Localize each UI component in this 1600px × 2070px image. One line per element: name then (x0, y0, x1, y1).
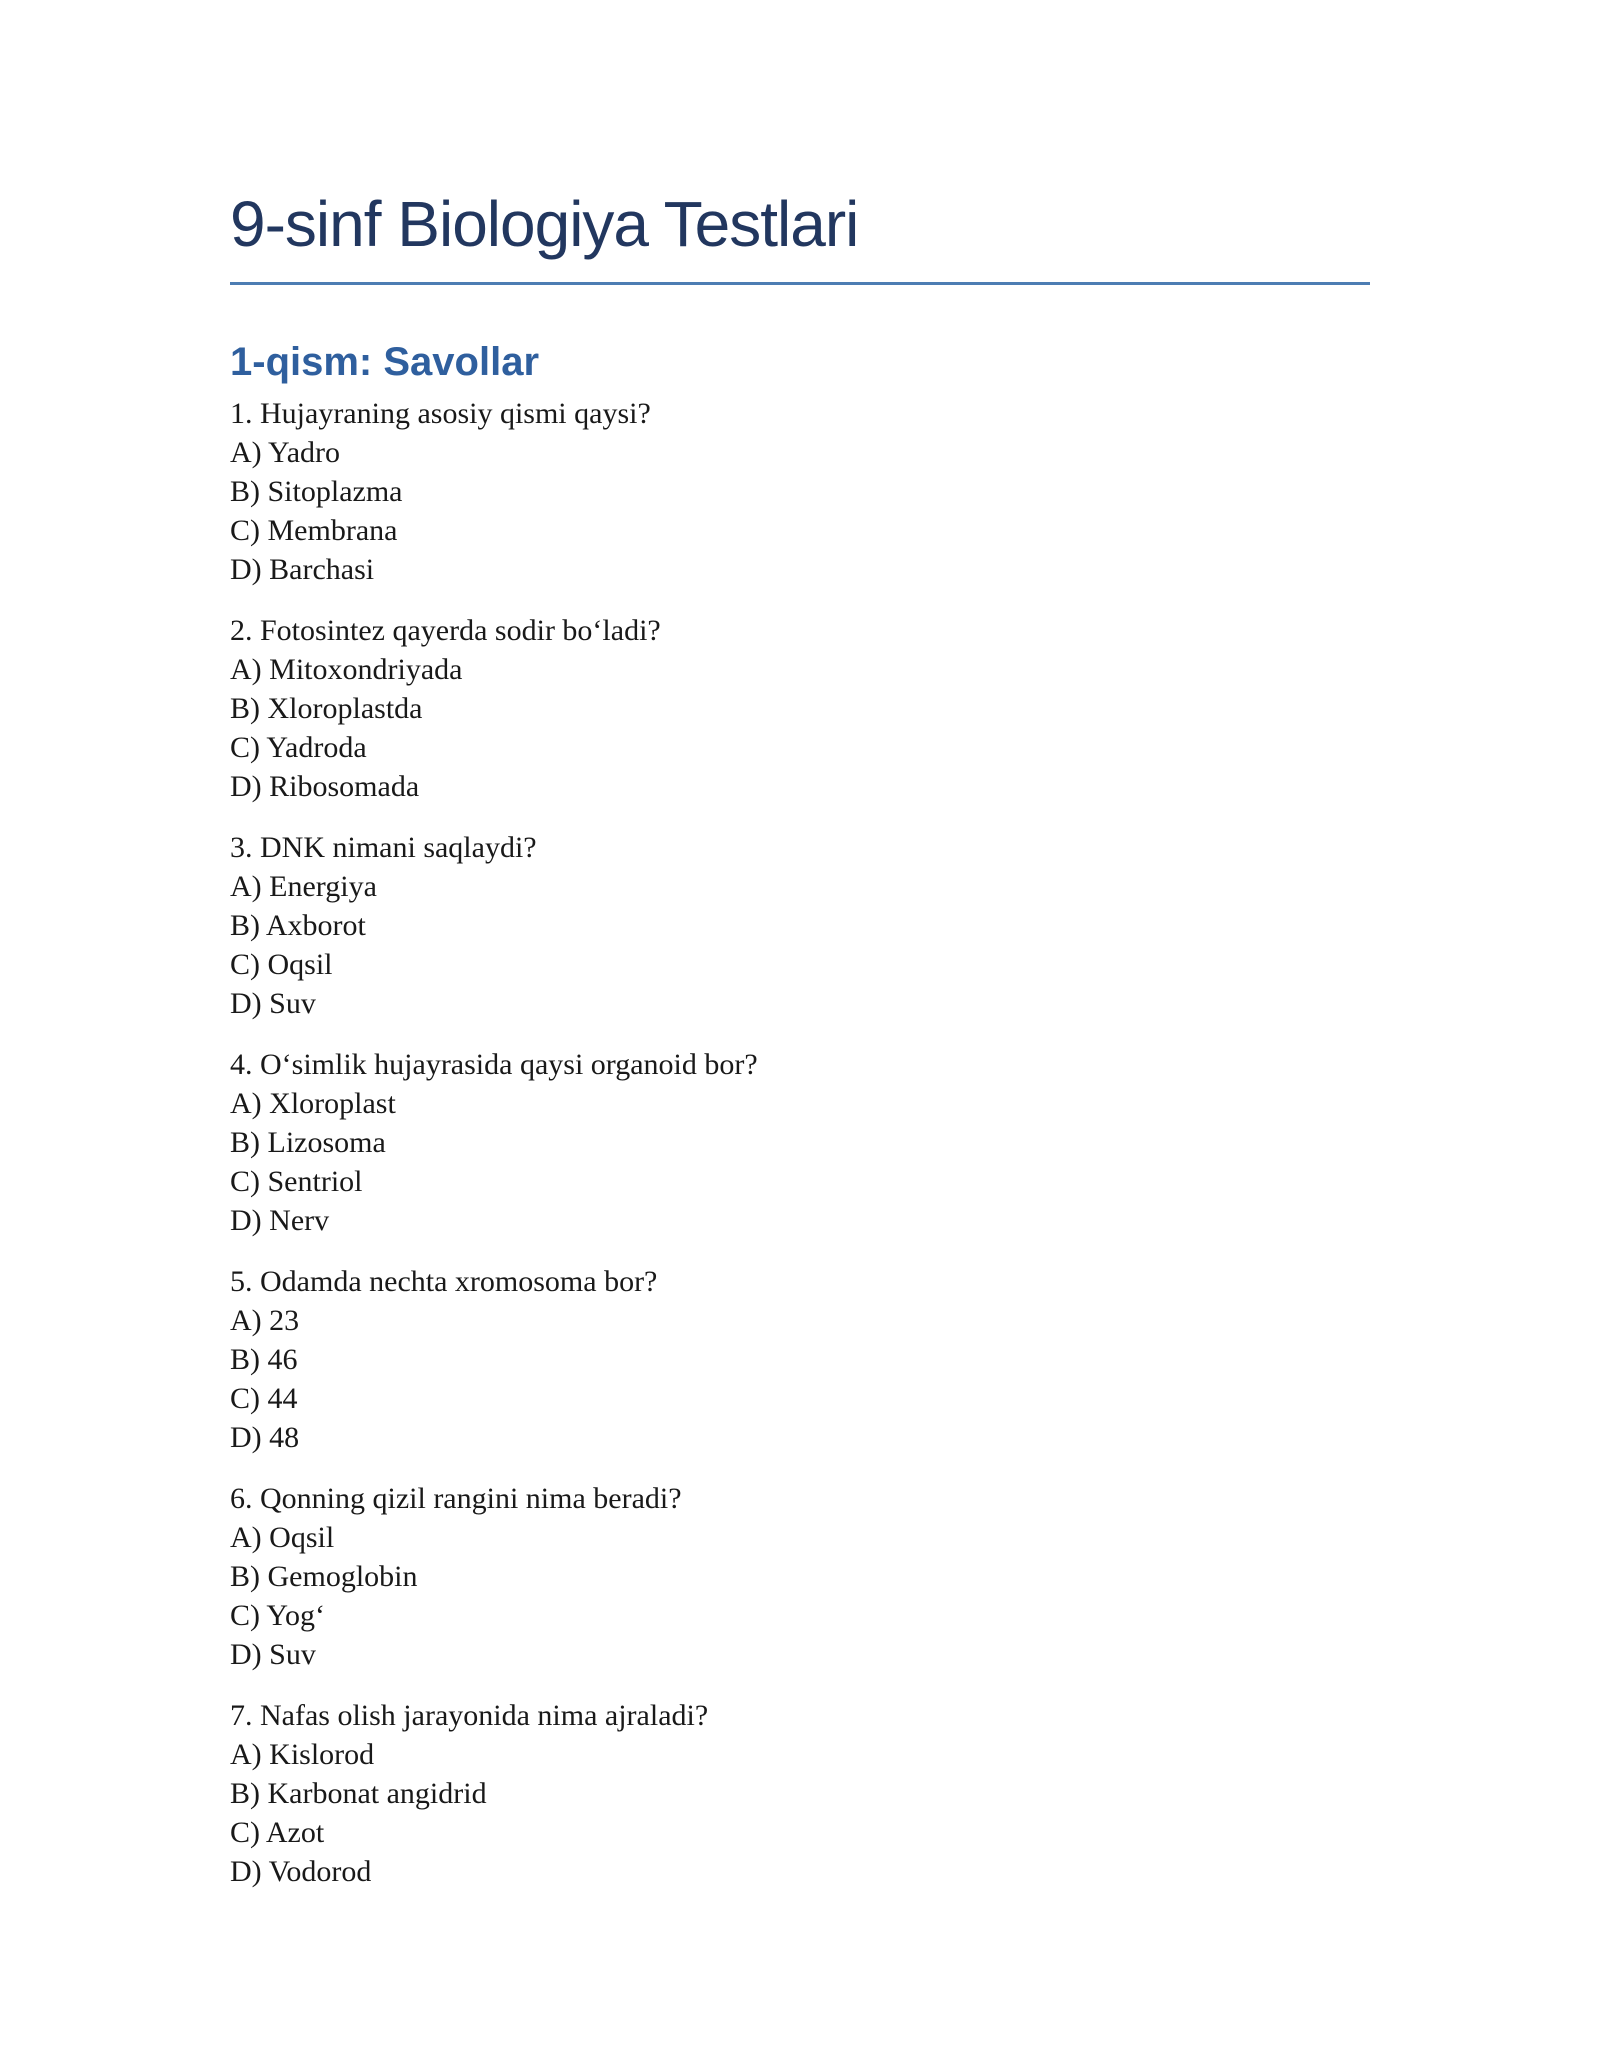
question-option-b: B) 46 (230, 1343, 298, 1376)
document-title: 9-sinf Biologiya Testlari (230, 188, 859, 260)
question-text: 6. Qonning qizil rangini nima beradi? (230, 1482, 682, 1515)
question-option-a: A) Energiya (230, 870, 377, 903)
question-option-b: B) Sitoplazma (230, 475, 403, 508)
question-block-6 (230, 1479, 1370, 1674)
question-text: 3. DNK nimani saqlaydi? (230, 831, 537, 864)
question-text: 5. Odamda nechta xromosoma bor? (230, 1265, 658, 1298)
question-option-b: B) Karbonat angidrid (230, 1777, 487, 1810)
question-option-b: B) Xloroplastda (230, 692, 423, 725)
question-option-c: C) Membrana (230, 514, 398, 547)
question-option-a: A) Oqsil (230, 1521, 335, 1554)
question-option-a: A) Mitoxondriyada (230, 653, 463, 686)
question-block-3 (230, 828, 1370, 1023)
question-option-c: C) 44 (230, 1382, 298, 1415)
question-option-c: C) Yadroda (230, 731, 367, 764)
question-text: 7. Nafas olish jarayonida nima ajraladi? (230, 1699, 709, 1732)
question-block-4 (230, 1045, 1370, 1240)
question-option-a: A) Kislorod (230, 1738, 375, 1771)
question-option-d: D) Ribosomada (230, 770, 420, 803)
question-option-a: A) Xloroplast (230, 1087, 396, 1120)
question-block-2 (230, 611, 1370, 806)
question-option-d: D) 48 (230, 1421, 300, 1454)
question-option-b: B) Axborot (230, 909, 366, 942)
question-option-c: C) Azot (230, 1816, 325, 1849)
title-rule (230, 282, 1370, 285)
question-text: 1. Hujayraning asosiy qismi qaysi? (230, 397, 651, 430)
question-option-b: B) Lizosoma (230, 1126, 386, 1159)
question-option-c: C) Yog‘ (230, 1599, 326, 1632)
question-option-c: C) Oqsil (230, 948, 333, 981)
question-block-1 (230, 394, 1370, 589)
question-option-a: A) Yadro (230, 436, 341, 469)
question-option-a: A) 23 (230, 1304, 300, 1337)
question-option-b: B) Gemoglobin (230, 1560, 418, 1593)
question-option-d: D) Nerv (230, 1204, 330, 1237)
question-option-d: D) Vodorod (230, 1855, 372, 1888)
question-option-c: C) Sentriol (230, 1165, 363, 1198)
question-option-d: D) Suv (230, 1638, 316, 1671)
question-text: 4. O‘simlik hujayrasida qaysi organoid bor? (230, 1048, 758, 1081)
question-block-5 (230, 1262, 1370, 1457)
question-option-d: D) Barchasi (230, 553, 375, 586)
question-text: 2. Fotosintez qayerda sodir bo‘ladi? (230, 614, 661, 647)
question-block-7 (230, 1696, 1370, 1891)
section-heading: 1-qism: Savollar (230, 340, 540, 384)
question-option-d: D) Suv (230, 987, 316, 1020)
